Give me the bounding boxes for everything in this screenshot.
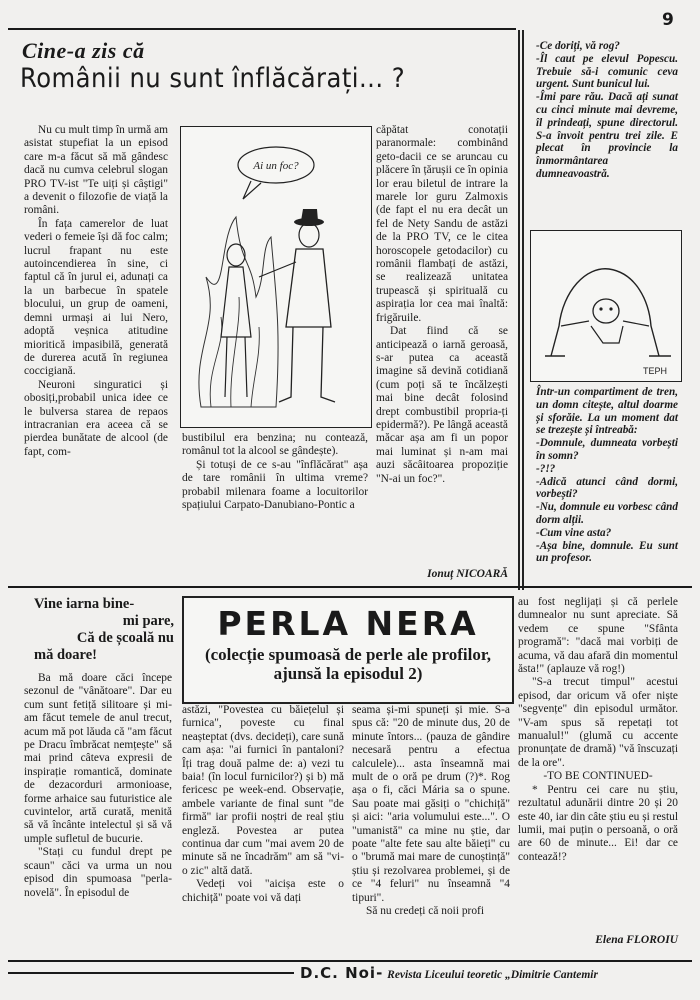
footer-rule (8, 960, 692, 962)
joke-line: Într-un compartiment de tren, un domn citește, altul doarme și sforăie. La un moment dat se trezește și întreabă: (536, 386, 678, 437)
article2-headline (34, 596, 174, 664)
article1-kicker: Cine-a zis că (22, 38, 145, 63)
article1-headline: Românii nu sunt înflăcărați... ? (20, 63, 406, 94)
article1-column-1 (24, 124, 168, 459)
cartoon-burning-woman (180, 126, 372, 428)
footer-rule-left (8, 972, 294, 974)
paragraph: "Stați cu fundul drept pe scaun" căci va urma un nou episod din spumoasa "perla-novelă". În episodul de (24, 846, 172, 899)
joke-line: -Îmi pare rău. Dacă ați sunat cu cinci minute mai devreme, îl prindeați, spune directorul. S-a învoit pentru trei zile. E plecat în provincie la înmormântarea dumneavoastră. (536, 91, 678, 180)
speech-bubble-text: Ai un foc? (253, 160, 299, 172)
paragraph: "S-a trecut timpul" acestui episod, dar oricum vă ofer niște "segvențe" din episodul următor. "V-am spus să repetați tot manualul!" (glumă cu accente pronunțate de dramă) "vă înscuzați de la ore". (518, 676, 678, 769)
paragraph: Ba mă doare căci începe sezonul de "vânătoare". Dar eu cum sunt fetiță silitoare și mi-am făcut temele de anul trecut, acum mă pot lăuda că "am făcut pe Dracu îmbrăcat nemțește" să mai prind câteva expresii de inspirație romantică, dominate de dezacorduri armonioase, forme arhaice sau futuristice ale cuvintelor, artă curată, menită să vă încânte intelectul și să vă umple sufletul de bucurie. (24, 672, 172, 845)
perla-nera-box (182, 596, 514, 704)
section-rule (8, 586, 692, 588)
article1-column-3 (376, 124, 508, 486)
paragraph: au fost neglijați și că perlele dumnealor nu sunt apreciate. Să vedem ce spune "Sfânta programă": "dacă mai vorbiți de acuma, vă dau afară din momentul ăsta!" (aplauze vă rog!) (518, 596, 678, 676)
footer (300, 964, 598, 982)
perla-nera-subtitle: (colecție spumoasă de perle ale profilor, ajunsă la episodul 2) (204, 645, 492, 683)
sidebar-divider (518, 30, 520, 590)
article1-column-2 (182, 432, 368, 512)
article2-column-2 (182, 704, 344, 905)
cartoon-drawing (181, 127, 371, 427)
cartoon-drawing (531, 231, 681, 381)
joke-line: -Îl caut pe elevul Popescu. Trebuie să-i comunic ceva urgent. Sunt bunicul lui. (536, 52, 678, 91)
cartoon-bending-figure (530, 230, 682, 382)
article2-column-1 (24, 672, 172, 900)
paragraph: Vedeți voi "aicișa este o chichiță" poate voi vă dați (182, 878, 344, 904)
cartoon-signature: TEPH (643, 366, 668, 376)
article2-byline: Elena FLOROIU (595, 934, 678, 946)
paragraph: căpătat conotații paranormale: combinând geto-dacii ce se aruncau cu plăcere în țărușii ce în opinia lor erau biletul de intrare la marele lor guru Zalmoxis (de fapt el nu era decât un fel de Nety Sandu de astăzi de la PRO TV, ce le citea horoscopele getodacilor) cu românii flambați de astăzi, se realizează unitatea trupească și spirituală cu aspirația lor cea mai înaltă: frigăruile. (376, 124, 508, 324)
sidebar-divider-double (522, 30, 524, 590)
sidebar-joke-1 (536, 40, 678, 181)
page-number: 9 (662, 10, 674, 30)
paragraph: Neuroni singuratici și obosiți,probabil unica idee ce le bulversa starea de repaos intracranian era aceea că se pierdea bunătate de alcool (de fapt, com- (24, 378, 168, 458)
joke-line: -Cum vine asta? (536, 526, 612, 539)
paragraph: astăzi, "Povestea cu băiețelul și furnica", poveste cu final neașteptat (dvs. decideți), care sună cam așa: "ai furnici în pantaloni? Îți trag două palme de: a) vezi tu baia! (în locul furnicilor?) și b) mă fericesc pe week-end. Observație, ambele variante de final sunt "de firmă" iar profii noștri de real știu engleză. Povestea ar putea continua dar cum "mai avem 20 de minute să ne încadrăm" am să "vi-o zic" altă dată. (182, 704, 344, 877)
joke-line: -Așa bine, domnule. Eu sunt un profesor. (536, 539, 678, 565)
headline-line: mi pare, (122, 613, 174, 629)
paragraph: Să nu credeți că noii profi (366, 905, 484, 918)
headline-line: Că de școală nu (76, 630, 174, 646)
sidebar-joke-2 (536, 386, 678, 565)
paragraph: bustibilul era benzina; nu contează, românul tot la alcool se gândește). (182, 432, 368, 458)
footnote: * Pentru cei care nu știu, rezultatul adunării dintre 20 și 20 este 40, iar din câte știu eu și restul lumii, mai puțin o persoană, o oră are 60 de minute... Ei! dar ce contează!? (518, 783, 678, 863)
joke-line: -Adică atunci când dormi, vorbești? (536, 475, 678, 501)
article2-column-4 (518, 596, 678, 864)
paragraph: Dat fiind că se anticipează o iarnă geroasă, s-ar putea ca această imagine să devină cotidiană (cum poți să te încălzești mai bine decât folosind drept combustibil propria-ți epidermă?). Pe lângă această măcar așa am fi un popor mai luminat și n-am mai auzi săcâitoarea propoziție "N-ai un foc?". (376, 325, 508, 485)
to-be-continued: -TO BE CONTINUED- (543, 770, 653, 783)
top-rule (8, 28, 516, 30)
article2-column-3 (352, 704, 510, 919)
headline-line: Vine iarna bine- (34, 596, 135, 612)
joke-line: -Domnule, dumneata vorbești în somn? (536, 437, 678, 462)
footer-review: Revista Liceului teoretic „Dimitrie Cantemir (387, 969, 598, 981)
paragraph: În fața camerelor de luat vederi o femeie își dă foc calm; lucrul frapant nu este autoincendierea în sine, ci faptul că în jurul ei, adunați ca la un barbecue în spatele blocului, un grup de oameni, demni urmași ai lui Nero, adoptă veșnica atitudine mioritică impasibilă, generată de durerea acută în regiunea coccigiană. (24, 217, 168, 378)
article1-byline: Ionuț NICOARĂ (427, 568, 508, 580)
joke-line: -Nu, domnule eu vorbesc când dorm alții. (536, 501, 678, 526)
headline-line: mă doare! (34, 647, 97, 663)
perla-nera-title: PERLA NERA (217, 604, 479, 643)
joke-line: -?!? (536, 462, 556, 475)
paragraph: seama și-mi spuneți și mie. S-a spus că: "20 de minute dus, 20 de minute întors... (pauza de gândire necesară pentru a efectua calculele)... asta înseamnă mai mult de o oră pe drum (?)*. Rog așa o fi, căci Mária sa o spune. Sau poate mai găsiți o "chichiță" și aici: "aria volumului este...". O "umanistă" ca mine nu știe, dar poate "alte fete sau alte băieți" cu o "brumă mai mare de cunoștință" știu și rezolvarea problemei, și de ce "4 feluri" nu înseamnă "4 tipuri". (352, 704, 510, 904)
joke-line: -Ce doriți, vă rog? (536, 40, 620, 52)
paragraph: Nu cu mult timp în urmă am asistat stupefiat la un episod care m-a făcut să mă gândesc dacă nu cumva celebrul slogan PRO TV-ist "Te uiți și câștigi" a devenit o filozofie de viață la români. (24, 124, 168, 217)
paragraph: Și totuși de ce s-au "înflăcărat" așa de tare românii în ultima vreme? probabil milenara foame a locuitorilor spațiului Carpato-Danubiano-Pontic a (182, 458, 368, 512)
footer-masthead: D.C. Noi- (300, 964, 384, 982)
